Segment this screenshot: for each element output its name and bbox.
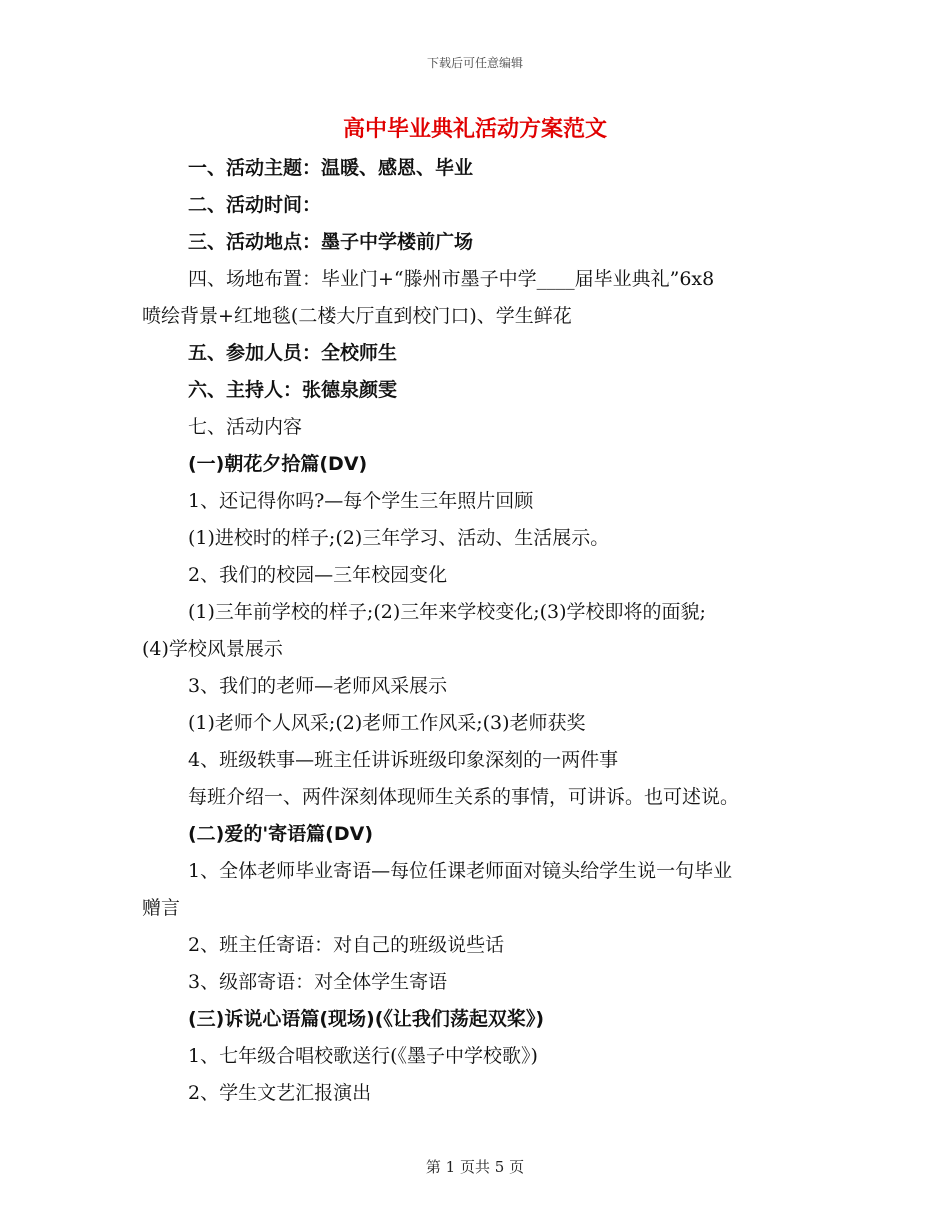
list-item: (1)进校时的样子;(2)三年学习、活动、生活展示。 bbox=[188, 527, 610, 549]
list-item: 1、还记得你吗?—每个学生三年照片回顾 bbox=[188, 490, 534, 512]
list-item-cont: 赠言 bbox=[142, 897, 181, 919]
document-title: 高中毕业典礼活动方案范文 bbox=[342, 116, 607, 142]
section-venue-layout: 四、场地布置：毕业门+“滕州市墨子中学____届毕业典礼”6x8 bbox=[188, 268, 715, 290]
list-item-cont: (4)学校风景展示 bbox=[142, 638, 283, 660]
subsection-1: (一)朝花夕拾篇(DV) bbox=[188, 453, 368, 475]
section-content: 七、活动内容 bbox=[188, 416, 303, 438]
section-location: 三、活动地点：墨子中学楼前广场 bbox=[188, 231, 474, 253]
list-item: 2、学生文艺汇报演出 bbox=[188, 1082, 372, 1104]
page-number: 第 1 页共 5 页 bbox=[425, 1158, 525, 1176]
list-item: 4、班级轶事—班主任讲诉班级印象深刻的一两件事 bbox=[188, 749, 619, 771]
list-item: 3、级部寄语：对全体学生寄语 bbox=[188, 971, 448, 993]
section-hosts: 六、主持人：张德泉颜雯 bbox=[188, 379, 398, 401]
document-body bbox=[142, 150, 812, 1112]
list-item: 2、我们的校园—三年校园变化 bbox=[188, 564, 448, 586]
section-time: 二、活动时间： bbox=[188, 194, 322, 216]
list-item: (1)老师个人风采;(2)老师工作风采;(3)老师获奖 bbox=[188, 712, 586, 734]
section-theme: 一、活动主题：温暖、感恩、毕业 bbox=[188, 157, 474, 179]
header-note: 下载后可任意编辑 bbox=[426, 56, 523, 70]
section-venue-layout-cont: 喷绘背景+红地毯(二楼大厅直到校门口)、学生鲜花 bbox=[142, 305, 572, 327]
subsection-3: (三)诉说心语篇(现场)(《让我们荡起双桨》) bbox=[188, 1008, 545, 1030]
list-item: 1、七年级合唱校歌送行(《墨子中学校歌》) bbox=[188, 1045, 538, 1067]
list-item: 3、我们的老师—老师风采展示 bbox=[188, 675, 448, 697]
subsection-2: (二)爱的'寄语篇(DV) bbox=[188, 823, 374, 845]
section-participants: 五、参加人员：全校师生 bbox=[188, 342, 398, 364]
list-item: 每班介绍一、两件深刻体现师生关系的事情，可讲诉。也可述说。 bbox=[188, 786, 740, 808]
list-item: 1、全体老师毕业寄语—每位任课老师面对镜头给学生说一句毕业 bbox=[188, 860, 733, 882]
list-item: (1)三年前学校的样子;(2)三年来学校变化;(3)学校即将的面貌; bbox=[188, 601, 706, 623]
list-item: 2、班主任寄语：对自己的班级说些话 bbox=[188, 934, 505, 956]
